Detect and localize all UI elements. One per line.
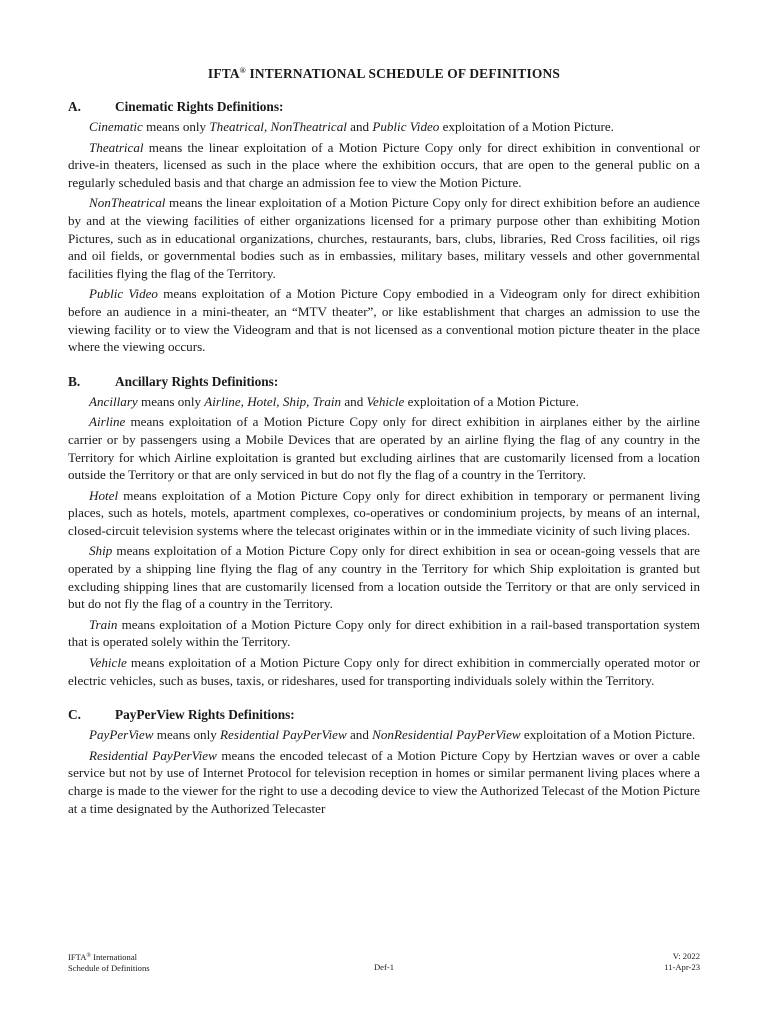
text: means exploitation of a Motion Picture Copy only for direct exhibition in temporary or permanent living places, such as hotels, motels, apartment complexes, co-operatives or condominium projects, by means of an internal, closed-circuit television systems where the telecast originates within or in the immediate vicinity of such living places.: [68, 487, 700, 538]
text: means exploitation of a Motion Picture Copy embodied in a Videogram only for direct exhibition before an audience in a mini-theater, an “MTV theater”, or like establishment that charges an admission to use the viewing facility or to view the Videogram and that is not licensed as a conventional motion picture theater in the place where the viewing occurs.: [68, 286, 700, 355]
text: means the linear exploitation of a Motion Picture Copy only for direct exhibition in conventional or drive-in theaters, licensed as such in the place where the exhibition occurs, that are open to the general public on a regularly scheduled basis and that charge an admission fee to view the Motion Picture.: [68, 139, 700, 190]
text: means exploitation of a Motion Picture Copy only for direct exhibition in a rail-based transportation system that is operated solely within the Territory.: [68, 616, 700, 650]
document-body: [68, 98, 700, 820]
term: Vehicle: [366, 393, 405, 409]
definition-cinematic: [68, 118, 700, 136]
text: exploitation of a Motion Picture.: [439, 119, 614, 134]
term: Cinematic: [89, 119, 143, 134]
definition-hotel: [68, 487, 700, 540]
section-b-title: Ancillary Rights Definitions:: [115, 373, 279, 389]
text: means only: [153, 727, 221, 743]
footer-doc-name: Schedule of Definitions: [68, 963, 150, 973]
text: exploitation of a Motion Picture.: [520, 727, 696, 743]
section-c-heading: [68, 706, 700, 724]
term: Ship: [89, 543, 113, 559]
term: Airline: [89, 414, 126, 430]
section-a-title: Cinematic Rights Definitions:: [115, 99, 284, 114]
term: Hotel: [89, 487, 119, 503]
date-label: 11-Apr-23: [664, 962, 700, 972]
term: NonResidential PayPerView: [372, 727, 521, 743]
term: Public Video: [89, 286, 158, 302]
text: and: [341, 393, 367, 409]
spacer: [68, 359, 700, 373]
section-a-letter: A.: [68, 99, 81, 114]
term: Vehicle: [89, 655, 127, 671]
term: Ancillary: [89, 393, 138, 409]
term: Airline, Hotel, Ship, Train: [204, 393, 342, 409]
definition-airline: [68, 413, 700, 483]
registered-mark: ®: [86, 953, 91, 959]
page-number: Def-1: [373, 962, 395, 972]
version-label: V: 2022: [672, 951, 700, 961]
text: and: [346, 119, 373, 134]
term: Residential PayPerView: [220, 727, 347, 743]
text: means exploitation of a Motion Picture Copy only for direct exhibition in sea or ocean-going vessels that are operated by a shipping line flying the flag of any country in the Territory for which Ship exploitation is granted but excluding shipping lines that are customarily licensed from a location outside the Territory or that are only serviced in but do not fly the flag of a country in the Territory.: [68, 543, 700, 612]
text: exploitation of a Motion Picture.: [404, 393, 579, 409]
definition-nontheatrical: [68, 194, 700, 282]
term: Residential PayPerView: [89, 747, 217, 763]
definition-train: [68, 616, 700, 651]
term: Theatrical: [89, 139, 144, 155]
definition-theatrical: [68, 139, 700, 192]
definition-payperview: [68, 726, 700, 744]
text: means exploitation of a Motion Picture Copy only for direct exhibition in commercially operated motor or electric vehicles, such as buses, taxis, or rideshares, used for transporting individuals solely within the Territory.: [68, 655, 700, 688]
text: means the encoded telecast of a Motion Picture Copy by Hertzian waves or over a cable service but not by use of Internet Protocol for television reception in homes or similar permanent living places where a charge is made to the viewer for the right to use a decoding device to view the Authorized Telecast of the Motion Picture at a time designated by the Authorized Telecaster: [68, 747, 700, 816]
term: NonTheatrical: [89, 195, 166, 211]
section-b-letter: B.: [68, 373, 81, 389]
footer-org-prefix: IFTA: [68, 952, 87, 962]
term: Public Video: [372, 119, 440, 134]
term: Theatrical, NonTheatrical: [209, 119, 347, 134]
text: means exploitation of a Motion Picture Copy only for direct exhibition in airplanes either by the airline carrier or by passengers using a Mobile Devices that are operated by an airline flying the flag of any country in the Territory for which Airline exploitation is granted but excluding airlines that are customarily licensed from a location outside the Territory or that are only serviced in but do not fly the flag of a country in the Territory.: [68, 414, 700, 483]
page-title: [0, 66, 768, 82]
footer-org-rest: International: [90, 952, 138, 962]
section-b-heading: [68, 373, 700, 391]
section-c-title: PayPerView Rights Definitions:: [115, 707, 295, 723]
text: means only: [137, 393, 205, 409]
registered-mark: ®: [239, 66, 246, 75]
footer-right: [550, 951, 700, 973]
section-c-letter: C.: [68, 707, 81, 723]
term: Train: [89, 616, 118, 632]
title-prefix: IFTA: [207, 66, 240, 81]
section-a-heading: [68, 98, 700, 116]
title-rest: INTERNATIONAL SCHEDULE OF DEFINITIONS: [245, 66, 561, 81]
definition-residential-payperview: [68, 747, 700, 817]
spacer: [68, 692, 700, 706]
text: means the linear exploitation of a Motion Picture Copy only for direct exhibition before an audience by and at the viewing facilities of either organizations licensed for a primary purpose other than exhibiting Motion Pictures, such as in educational organizations, churches, restaurants, bars, clubs, libraries, Red Cross facilities, oil rigs and oil fields, or governmental bodies such as in embassies, military bases, military vessels and other governmental facilities flying the flag of the Territory.: [68, 195, 700, 281]
definition-vehicle: [68, 654, 700, 689]
text: and: [346, 727, 373, 743]
term: PayPerView: [89, 727, 154, 743]
definition-ancillary: [68, 393, 700, 411]
definition-ship: [68, 542, 700, 612]
text: means only: [142, 119, 210, 134]
definition-public-video: [68, 285, 700, 355]
